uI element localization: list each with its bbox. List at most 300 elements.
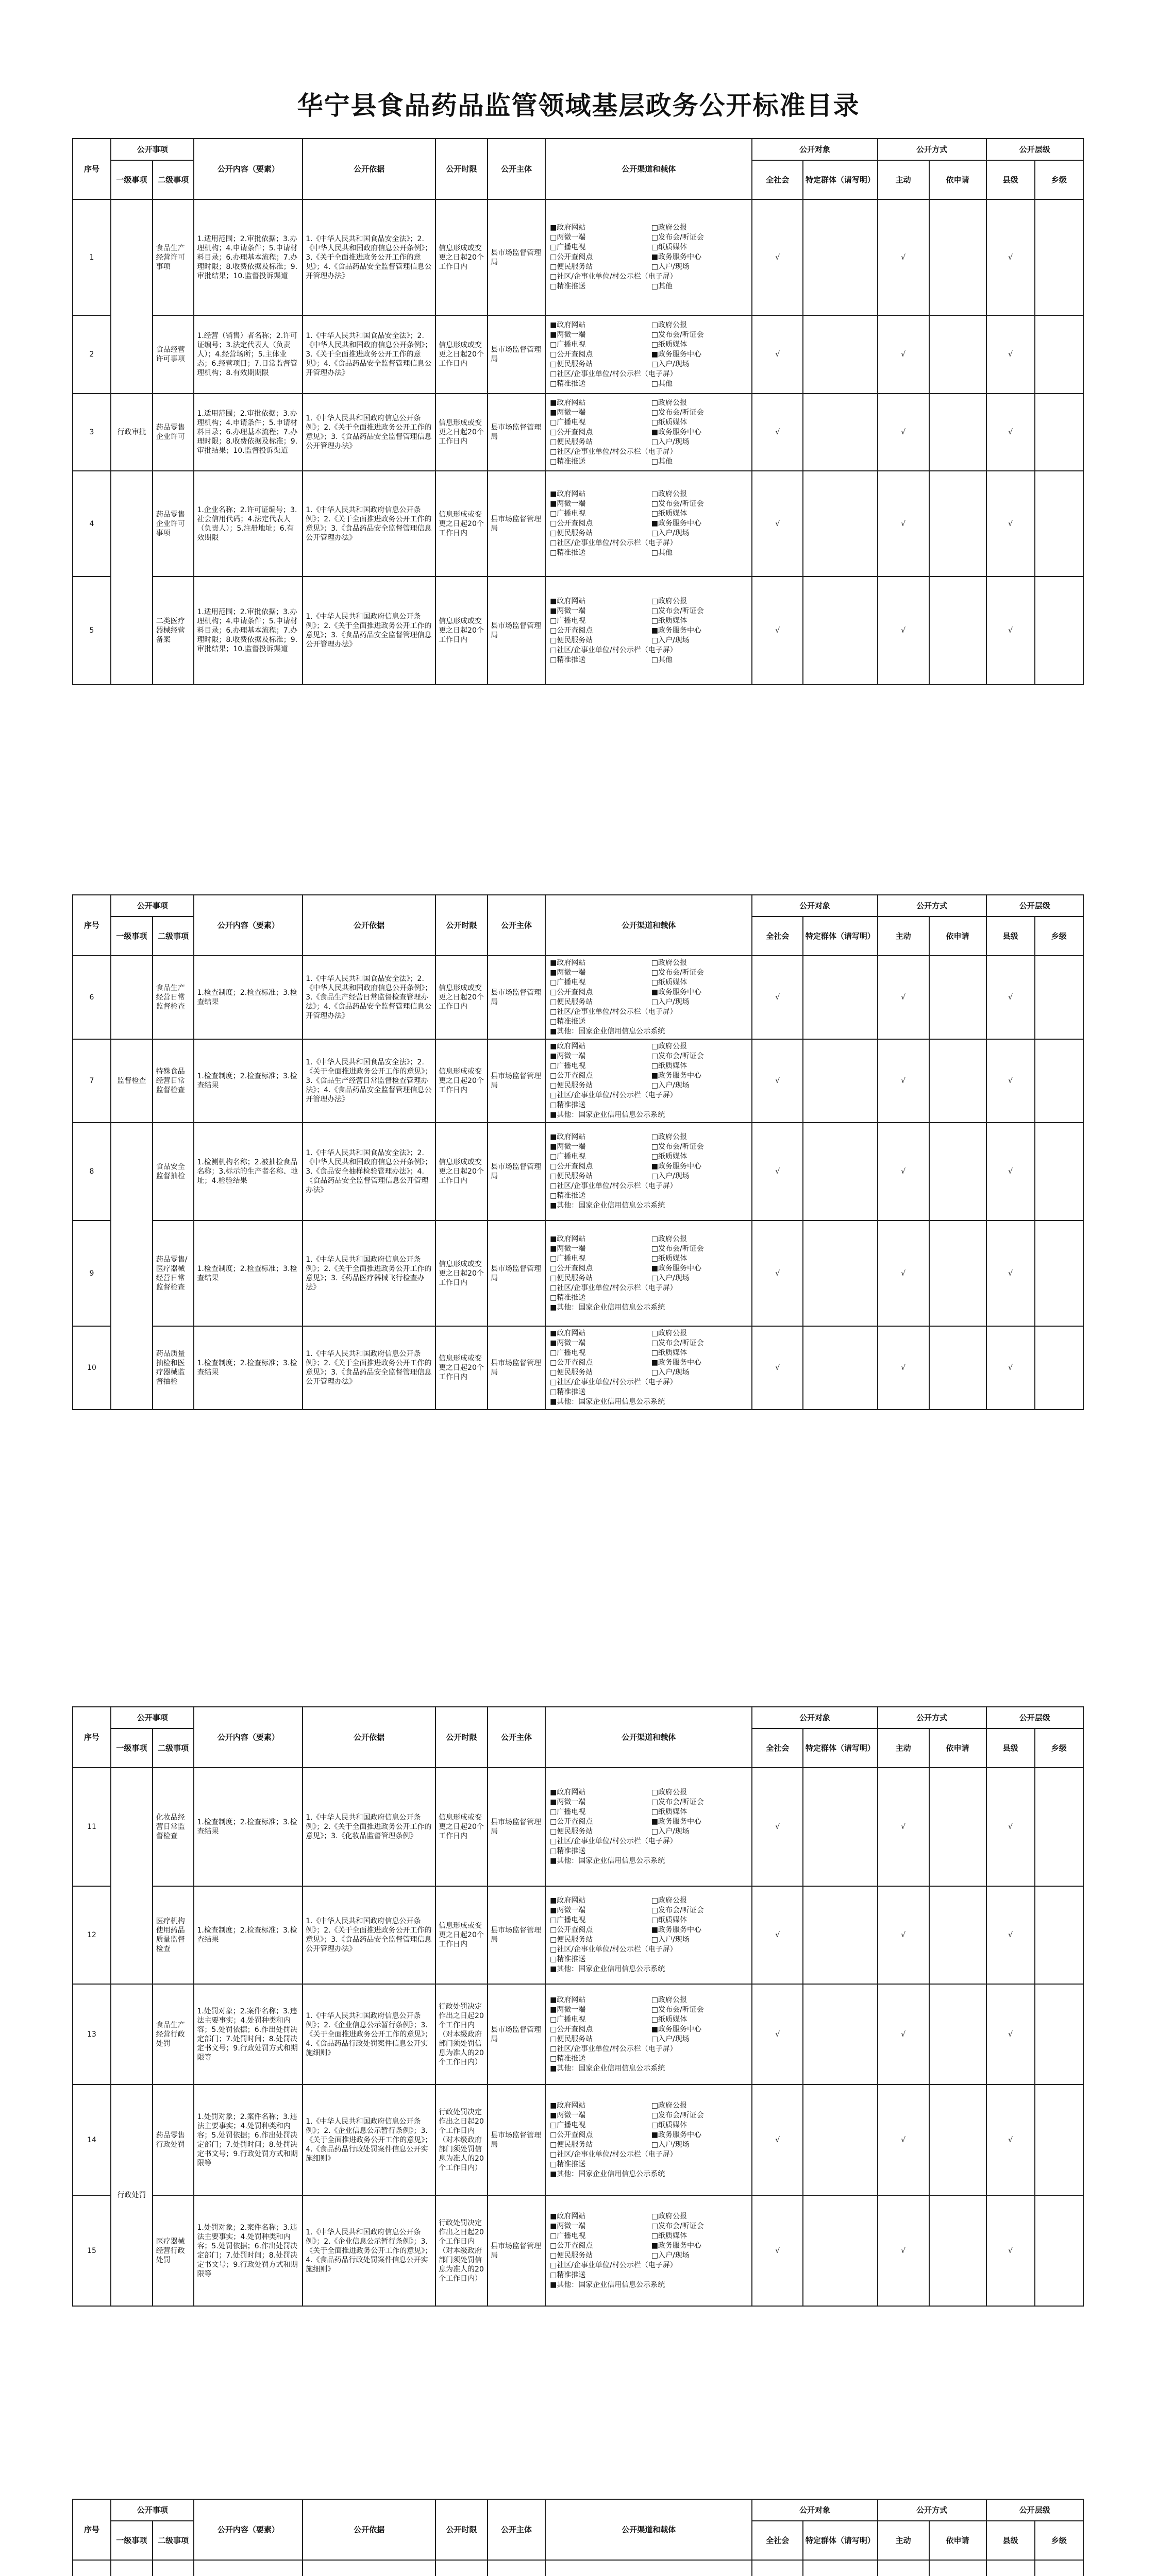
- channel-option: □纸质媒体: [651, 340, 687, 349]
- second-level-cell: 医疗器械经营行政处罚: [153, 2195, 194, 2306]
- channel-option: □广播电视: [550, 2015, 586, 2024]
- header-items-group: 公开事项: [111, 2499, 194, 2521]
- header-method-group: 公开方式: [878, 895, 986, 917]
- header-subject: 公开主体: [488, 895, 545, 956]
- channels-list: [546, 2210, 751, 2292]
- channel-option: □公开查阅点: [550, 428, 593, 436]
- channel-option: □入户/现场: [651, 2140, 690, 2149]
- time-limit-cell: 信息形成或变更之日起20个工作日内: [435, 577, 488, 685]
- channels-cell: [545, 315, 752, 394]
- channel-option: □其他: [651, 379, 673, 388]
- table-row: [73, 199, 1083, 315]
- check-specific-group: [803, 956, 878, 1039]
- subject-cell: [488, 2560, 545, 2576]
- basis-cell: 1.《中华人民共和国食品安全法》；2.《关于全面推进政务公开工作的意见》；3.《食品生产经营日常监督检查管理办法》；4.《食品药品安全监督管理信息公开管理办法》: [303, 1039, 435, 1123]
- header-content: 公开内容（要素）: [194, 139, 303, 199]
- channel-option: ■政府网站: [550, 1329, 586, 1337]
- second-level-cell: 食品生产经营许可事项: [153, 199, 194, 315]
- channel-option: □便民服务站: [550, 529, 593, 537]
- check-all-society: √: [752, 471, 803, 577]
- channels-list: [546, 1786, 751, 1868]
- channel-option: □入户/现场: [651, 2035, 690, 2043]
- table-row: [73, 315, 1083, 394]
- time-limit-cell: 信息形成或变更之日起20个工作日内: [435, 1221, 488, 1326]
- row-seq: 7: [73, 1039, 111, 1123]
- channel-option: □精准推送: [550, 282, 586, 291]
- channel-option: ■政府网站: [550, 1042, 586, 1050]
- content-cell: 1.检查制度；2.检查标准；3.检查结果: [194, 1039, 303, 1123]
- check-county: √: [986, 1886, 1035, 1984]
- check-county: √: [986, 1326, 1035, 1410]
- basis-cell: 1.《中华人民共和国食品安全法》；2.《中华人民共和国政府信息公开条例》；3.《关于全面推进政务公开工作的意见》；4.《食品药品安全监督管理信息公开管理办法》: [303, 315, 435, 394]
- channel-option: □公开查阅点: [550, 350, 593, 359]
- header-specific-group: 特定群体（请写明）: [803, 160, 878, 199]
- channel-option: □政府公报: [651, 1995, 687, 2004]
- channel-option: □公开查阅点: [550, 253, 593, 261]
- channel-option: ■其他：国家企业信用信息公示系统: [550, 1398, 665, 1406]
- header-target-group: 公开对象: [752, 2499, 877, 2521]
- header-level-group: 公开层级: [986, 139, 1083, 160]
- header-county: 县级: [986, 160, 1035, 199]
- row-seq: 1: [73, 199, 111, 315]
- check-county: √: [986, 394, 1035, 471]
- channel-option: □纸质媒体: [651, 1153, 687, 1161]
- basis-cell: 1.《中华人民共和国政府信息公开条例》；2.《企业信息公示暂行条例》；3.《关于全面推进政务公开工作的意见》；4.《食品药品行政处罚案件信息公开实施细则》: [303, 2195, 435, 2306]
- second-level-cell: 药品质量抽检和医疗器械监督抽检: [153, 1326, 194, 1410]
- second-level-cell: 药品零售企业许可: [153, 394, 194, 471]
- channel-option: ■两微一端: [550, 1052, 586, 1060]
- channel-option: □纸质媒体: [651, 2121, 687, 2129]
- header-items-group: 公开事项: [111, 1707, 194, 1728]
- channel-option: □发布会/听证会: [651, 408, 704, 417]
- channel-option: □广播电视: [550, 1916, 586, 1924]
- channel-option: □发布会/听证会: [651, 1906, 704, 1914]
- channels-list: [546, 2099, 751, 2181]
- check-township: [1035, 1326, 1083, 1410]
- header-township: 乡级: [1035, 2521, 1083, 2560]
- check-all-society: √: [752, 1039, 803, 1123]
- channels-cell: [545, 1123, 752, 1221]
- header-target-group: 公开对象: [752, 1707, 877, 1728]
- header-all-society: 全社会: [752, 1728, 803, 1768]
- channel-option: □政府公报: [651, 959, 687, 967]
- channel-option: □广播电视: [550, 1254, 586, 1263]
- row-seq: 13: [73, 1984, 111, 2084]
- table-page-4: [72, 2499, 1084, 2576]
- channel-option: □入户/现场: [651, 263, 690, 271]
- channel-option: ■两微一端: [550, 2005, 586, 2014]
- channel-option: □政府公报: [651, 1133, 687, 1141]
- table-page-3: [72, 1706, 1084, 2307]
- first-level-cell: [111, 471, 153, 685]
- check-specific-group: [803, 2560, 878, 2576]
- time-limit-cell: 信息形成或变更之日起20个工作日内: [435, 471, 488, 577]
- channel-option: □入户/现场: [651, 2251, 690, 2260]
- channel-option: □便民服务站: [550, 2035, 593, 2043]
- check-county: √: [986, 1123, 1035, 1221]
- channels-cell: [545, 1221, 752, 1326]
- check-active: √: [878, 1039, 929, 1123]
- channel-option: □广播电视: [550, 510, 586, 518]
- check-township: [1035, 199, 1083, 315]
- row-seq: 10: [73, 1326, 111, 1410]
- channel-option: □政府公报: [651, 1896, 687, 1905]
- header-basis: 公开依据: [303, 2499, 435, 2560]
- subject-cell: 县市场监督管理局: [488, 315, 545, 394]
- basis-cell: [303, 2560, 435, 2576]
- channel-option: ■政务服务中心: [651, 1359, 701, 1367]
- channel-option: □便民服务站: [550, 636, 593, 645]
- channel-option: □政府公报: [651, 2101, 687, 2110]
- header-county: 县级: [986, 917, 1035, 956]
- check-on-request: [929, 1326, 986, 1410]
- header-second-level: 二级事项: [153, 917, 194, 956]
- table-row: [73, 2084, 1083, 2195]
- document-title: 华宁县食品药品监管领域基层政务公开标准目录: [297, 90, 860, 121]
- header-township: 乡级: [1035, 1728, 1083, 1768]
- header-second-level: 二级事项: [153, 2521, 194, 2560]
- channel-option: □其他: [651, 457, 673, 466]
- check-active: [878, 2560, 929, 2576]
- catalog-table: [72, 1706, 1084, 2307]
- channels-list: [546, 1040, 751, 1122]
- header-time: 公开时限: [435, 1707, 488, 1768]
- header-channels: 公开渠道和载体: [545, 2499, 752, 2560]
- channel-option: □广播电视: [550, 2121, 586, 2129]
- channel-option: □纸质媒体: [651, 616, 687, 625]
- time-limit-cell: 信息形成或变更之日起20个工作日内: [435, 394, 488, 471]
- check-county: [986, 2560, 1035, 2576]
- channel-option: ■政务服务中心: [651, 2130, 701, 2139]
- check-township: [1035, 1039, 1083, 1123]
- channel-option: □发布会/听证会: [651, 330, 704, 339]
- channel-option: ■其他：国家企业信用信息公示系统: [550, 2170, 665, 2178]
- check-active: √: [878, 1221, 929, 1326]
- check-all-society: √: [752, 1984, 803, 2084]
- channel-option: ■政府网站: [550, 1788, 586, 1797]
- channel-option: □社区/企事业单位/村公示栏（电子屏）: [550, 2261, 677, 2269]
- channel-option: □便民服务站: [550, 437, 593, 446]
- content-cell: 1.处罚对象；2.案件名称；3.违法主要事实；4.处罚种类和内容；5.处罚依据；6.作出处罚决定部门；7.处罚时间；8.处罚决定书文号；9.行政处罚方式和期限等: [194, 2195, 303, 2306]
- channel-option: ■政府网站: [550, 1234, 586, 1243]
- channel-option: □精准推送: [550, 379, 586, 388]
- channel-option: ■两微一端: [550, 500, 586, 508]
- check-on-request: [929, 1768, 986, 1886]
- header-second-level: 二级事项: [153, 1728, 194, 1768]
- channel-option: ■两微一端: [550, 1339, 586, 1347]
- table-row: [73, 1123, 1083, 1221]
- header-all-society: 全社会: [752, 2521, 803, 2560]
- table-row: [73, 394, 1083, 471]
- channel-option: □社区/企事业单位/村公示栏（电子屏）: [550, 1283, 677, 1292]
- channel-option: □广播电视: [550, 243, 586, 251]
- channels-list: [546, 1327, 751, 1409]
- subject-cell: 县市场监督管理局: [488, 1039, 545, 1123]
- header-level-group: 公开层级: [986, 1707, 1083, 1728]
- check-township: [1035, 2195, 1083, 2306]
- check-specific-group: [803, 1984, 878, 2084]
- channel-option: □便民服务站: [550, 263, 593, 271]
- channel-option: ■政务服务中心: [651, 2241, 701, 2250]
- channel-option: □纸质媒体: [651, 1808, 687, 1816]
- channel-option: □广播电视: [550, 1349, 586, 1357]
- second-level-cell: 食品经营许可事项: [153, 315, 194, 394]
- channel-option: □公开查阅点: [550, 1926, 593, 1934]
- channel-option: □入户/现场: [651, 998, 690, 1006]
- channel-option: □公开查阅点: [550, 2130, 593, 2139]
- header-basis: 公开依据: [303, 139, 435, 199]
- second-level-cell: 化妆品经营日常监督检查: [153, 1768, 194, 1886]
- content-cell: 1.经营（销售）者名称；2.许可证编号；3.法定代表人（负责人）；4.经营场所；5.主体业态；6.经营项目；7.日常监督管理机构；8.有效期期限: [194, 315, 303, 394]
- time-limit-cell: 信息形成或变更之日起20个工作日内: [435, 1886, 488, 1984]
- check-county: √: [986, 1984, 1035, 2084]
- header-time: 公开时限: [435, 895, 488, 956]
- channels-cell: [545, 577, 752, 685]
- channel-option: □便民服务站: [550, 1827, 593, 1836]
- header-county: 县级: [986, 2521, 1035, 2560]
- check-on-request: [929, 315, 986, 394]
- channels-list: [546, 1130, 751, 1213]
- channel-option: ■两微一端: [550, 408, 586, 417]
- check-on-request: [929, 1123, 986, 1221]
- header-on-request: 依申请: [929, 917, 986, 956]
- first-level-cell: [111, 1123, 153, 1410]
- basis-cell: 1.《中华人民共和国食品安全法》；2.《中华人民共和国政府信息公开条例》；3.《食品安全抽样检验管理办法》；4.《食品药品安全监督管理信息公开管理办法》: [303, 1123, 435, 1221]
- check-specific-group: [803, 1886, 878, 1984]
- second-level-cell: 医疗机构使用药品质量监督检查: [153, 1886, 194, 1984]
- check-county: √: [986, 1768, 1035, 1886]
- table-row: [73, 471, 1083, 577]
- channel-option: □政府公报: [651, 1042, 687, 1050]
- header-on-request: 依申请: [929, 160, 986, 199]
- channel-option: □纸质媒体: [651, 2015, 687, 2024]
- channel-option: □广播电视: [550, 1153, 586, 1161]
- channel-option: □发布会/听证会: [651, 1244, 704, 1253]
- content-cell: 1.检查制度；2.检查标准；3.检查结果: [194, 1886, 303, 1984]
- channel-option: □便民服务站: [550, 1936, 593, 1944]
- channel-option: □两微一端: [550, 233, 586, 242]
- channel-option: □政府公报: [651, 2212, 687, 2221]
- check-active: √: [878, 1984, 929, 2084]
- channel-option: □入户/现场: [651, 1827, 690, 1836]
- check-county: √: [986, 315, 1035, 394]
- channel-option: ■政府网站: [550, 2101, 586, 2110]
- header-subject: 公开主体: [488, 139, 545, 199]
- header-basis: 公开依据: [303, 1707, 435, 1768]
- channel-option: □社区/企事业单位/村公示栏（电子屏）: [550, 2150, 677, 2159]
- content-cell: 1.适用范围；2.审批依据；3.办理机构；4.申请条件；5.申请材料目录；6.办理基本流程；7.办理时限；8.收费依据及标准；9.审批结果；10.监督投诉渠道: [194, 394, 303, 471]
- channels-list: [546, 221, 751, 294]
- check-active: √: [878, 956, 929, 1039]
- channel-option: □公开查阅点: [550, 2241, 593, 2250]
- channel-option: □社区/企事业单位/村公示栏（电子屏）: [550, 1008, 677, 1016]
- header-first-level: 一级事项: [111, 1728, 153, 1768]
- channels-list: [546, 595, 751, 667]
- channel-option: □精准推送: [550, 1955, 586, 1963]
- check-all-society: √: [752, 956, 803, 1039]
- channel-option: □便民服务站: [550, 2251, 593, 2260]
- check-specific-group: [803, 199, 878, 315]
- header-active: 主动: [878, 1728, 929, 1768]
- check-all-society: √: [752, 1221, 803, 1326]
- check-on-request: [929, 1984, 986, 2084]
- check-all-society: [752, 2560, 803, 2576]
- channel-option: □精准推送: [550, 1018, 586, 1026]
- channel-option: ■其他：国家企业信用信息公示系统: [550, 1303, 665, 1312]
- row-seq: 5: [73, 577, 111, 685]
- header-first-level: 一级事项: [111, 2521, 153, 2560]
- channel-option: ■政府网站: [550, 490, 586, 498]
- time-limit-cell: 行政处罚决定作出之日起20个工作日内（对本级政府部门须处罚信息为准人的20个工作日内）: [435, 2195, 488, 2306]
- channels-cell: [545, 1984, 752, 2084]
- channels-cell: [545, 2084, 752, 2195]
- basis-cell: 1.《中华人民共和国政府信息公开条例》；2.《关于全面推进政务公开工作的意见》；3.《食品药品安全监督管理信息公开管理办法》: [303, 1326, 435, 1410]
- channels-cell: [545, 1886, 752, 1984]
- channel-option: ■其他：国家企业信用信息公示系统: [550, 1027, 665, 1036]
- basis-cell: 1.《中华人民共和国政府信息公开条例》；2.《企业信息公示暂行条例》；3.《关于全面推进政务公开工作的意见》；4.《食品药品行政处罚案件信息公开实施细则》: [303, 1984, 435, 2084]
- row-seq: 4: [73, 471, 111, 577]
- header-specific-group: 特定群体（请写明）: [803, 917, 878, 956]
- table-page-1: [72, 138, 1084, 685]
- channel-option: □发布会/听证会: [651, 606, 704, 615]
- channel-option: ■政府网站: [550, 398, 586, 407]
- second-level-cell: 药品零售/医疗器械经营日常监督检查: [153, 1221, 194, 1326]
- channel-option: □公开查阅点: [550, 1264, 593, 1273]
- second-level-cell: 食品生产经营日常监督检查: [153, 956, 194, 1039]
- channel-option: ■政务服务中心: [651, 1162, 701, 1171]
- content-cell: 1.适用范围；2.审批依据；3.办理机构；4.申请条件；5.申请材料目录；6.办理基本流程；7.办理时限；8.收费依据及标准；9.审批结果；10.监督投诉渠道: [194, 577, 303, 685]
- row-seq: [73, 2560, 111, 2576]
- header-basis: 公开依据: [303, 895, 435, 956]
- channel-option: □纸质媒体: [651, 510, 687, 518]
- channel-option: ■政务服务中心: [651, 428, 701, 436]
- row-seq: 3: [73, 394, 111, 471]
- header-target-group: 公开对象: [752, 895, 877, 917]
- content-cell: 1.检查制度；2.检查标准；3.检查结果: [194, 1326, 303, 1410]
- channel-option: □便民服务站: [550, 1081, 593, 1090]
- check-specific-group: [803, 577, 878, 685]
- channel-option: ■政府网站: [550, 1896, 586, 1905]
- check-township: [1035, 1886, 1083, 1984]
- table-row: [73, 2560, 1083, 2576]
- check-specific-group: [803, 1123, 878, 1221]
- header-channels: 公开渠道和载体: [545, 1707, 752, 1768]
- check-specific-group: [803, 1768, 878, 1886]
- channel-option: □便民服务站: [550, 1274, 593, 1282]
- check-township: [1035, 1984, 1083, 2084]
- check-township: [1035, 1123, 1083, 1221]
- table-row: [73, 1984, 1083, 2084]
- channel-option: ■政府网站: [550, 959, 586, 967]
- channel-option: □社区/企事业单位/村公示栏（电子屏）: [550, 1945, 677, 1954]
- check-active: √: [878, 394, 929, 471]
- channel-option: □广播电视: [550, 340, 586, 349]
- channel-option: □发布会/听证会: [651, 500, 704, 508]
- check-county: √: [986, 2084, 1035, 2195]
- channel-option: □便民服务站: [550, 998, 593, 1006]
- channel-option: □入户/现场: [651, 360, 690, 368]
- check-on-request: [929, 471, 986, 577]
- header-subject: 公开主体: [488, 2499, 545, 2560]
- subject-cell: 县市场监督管理局: [488, 1886, 545, 1984]
- basis-cell: 1.《中华人民共和国政府信息公开条例》；2.《关于全面推进政务公开工作的意见》；3.《食品药品安全监督管理信息公开管理办法》: [303, 577, 435, 685]
- channel-option: □发布会/听证会: [651, 1339, 704, 1347]
- channels-list: [546, 1993, 751, 2076]
- channel-option: □纸质媒体: [651, 418, 687, 427]
- check-active: √: [878, 1326, 929, 1410]
- channel-option: □公开查阅点: [550, 1818, 593, 1826]
- check-all-society: √: [752, 1123, 803, 1221]
- subject-cell: 县市场监督管理局: [488, 2084, 545, 2195]
- channel-option: □社区/企事业单位/村公示栏（电子屏）: [550, 1837, 677, 1845]
- catalog-table: [72, 138, 1084, 685]
- channels-list: [546, 318, 751, 391]
- channel-option: ■两微一端: [550, 606, 586, 615]
- check-active: √: [878, 2084, 929, 2195]
- header-level-group: 公开层级: [986, 2499, 1083, 2521]
- second-level-cell: 药品零售行政处罚: [153, 2084, 194, 2195]
- header-all-society: 全社会: [752, 160, 803, 199]
- channel-option: □纸质媒体: [651, 243, 687, 251]
- check-on-request: [929, 956, 986, 1039]
- channel-option: ■两微一端: [550, 2222, 586, 2230]
- check-active: √: [878, 199, 929, 315]
- channel-option: □公开查阅点: [550, 2025, 593, 2033]
- channel-option: □便民服务站: [550, 2140, 593, 2149]
- channel-option: ■政府网站: [550, 1995, 586, 2004]
- check-county: √: [986, 471, 1035, 577]
- channel-option: □广播电视: [550, 1808, 586, 1816]
- check-on-request: [929, 2560, 986, 2576]
- time-limit-cell: 信息形成或变更之日起20个工作日内: [435, 1326, 488, 1410]
- check-specific-group: [803, 2084, 878, 2195]
- channel-option: ■政务服务中心: [651, 2025, 701, 2033]
- catalog-table: [72, 2499, 1084, 2576]
- second-level-cell: 食品生产经营行政处罚: [153, 1984, 194, 2084]
- basis-cell: 1.《中华人民共和国政府信息公开条例》；2.《关于全面推进政务公开工作的意见》；3.《药品医疗器械飞行检查办法》: [303, 1221, 435, 1326]
- time-limit-cell: [435, 2560, 488, 2576]
- basis-cell: 1.《中华人民共和国食品安全法》；2.《中华人民共和国政府信息公开条例》；3.《食品生产经营日常监督检查管理办法》；4.《食品药品安全监督管理信息公开管理办法》: [303, 956, 435, 1039]
- check-county: √: [986, 1221, 1035, 1326]
- content-cell: 1.适用范围；2.审批依据；3.办理机构；4.申请条件；5.申请材料目录；6.办理基本流程；7.办理时限；8.收费依据及标准；9.审批结果；10.监督投诉渠道: [194, 199, 303, 315]
- channel-option: □发布会/听证会: [651, 1143, 704, 1151]
- channels-cell: [545, 1326, 752, 1410]
- first-level-cell: [111, 2560, 153, 2576]
- channels-list: [546, 396, 751, 469]
- channel-option: □社区/企事业单位/村公示栏（电子屏）: [550, 1378, 677, 1386]
- channel-option: □发布会/听证会: [651, 2111, 704, 2120]
- first-level-cell: 行政审批: [111, 394, 153, 471]
- row-seq: 6: [73, 956, 111, 1039]
- header-time: 公开时限: [435, 139, 488, 199]
- time-limit-cell: 信息形成或变更之日起20个工作日内: [435, 199, 488, 315]
- check-active: √: [878, 1886, 929, 1984]
- header-first-level: 一级事项: [111, 160, 153, 199]
- check-township: [1035, 315, 1083, 394]
- check-active: √: [878, 471, 929, 577]
- subject-cell: 县市场监督管理局: [488, 1123, 545, 1221]
- channel-option: □精准推送: [550, 2160, 586, 2168]
- check-specific-group: [803, 1221, 878, 1326]
- subject-cell: 县市场监督管理局: [488, 1768, 545, 1886]
- channel-option: □发布会/听证会: [651, 1052, 704, 1060]
- subject-cell: 县市场监督管理局: [488, 577, 545, 685]
- table-row: [73, 1768, 1083, 1886]
- row-seq: 11: [73, 1768, 111, 1886]
- second-level-cell: 食品安全监督抽检: [153, 1123, 194, 1221]
- channel-option: □其他: [651, 549, 673, 557]
- subject-cell: 县市场监督管理局: [488, 956, 545, 1039]
